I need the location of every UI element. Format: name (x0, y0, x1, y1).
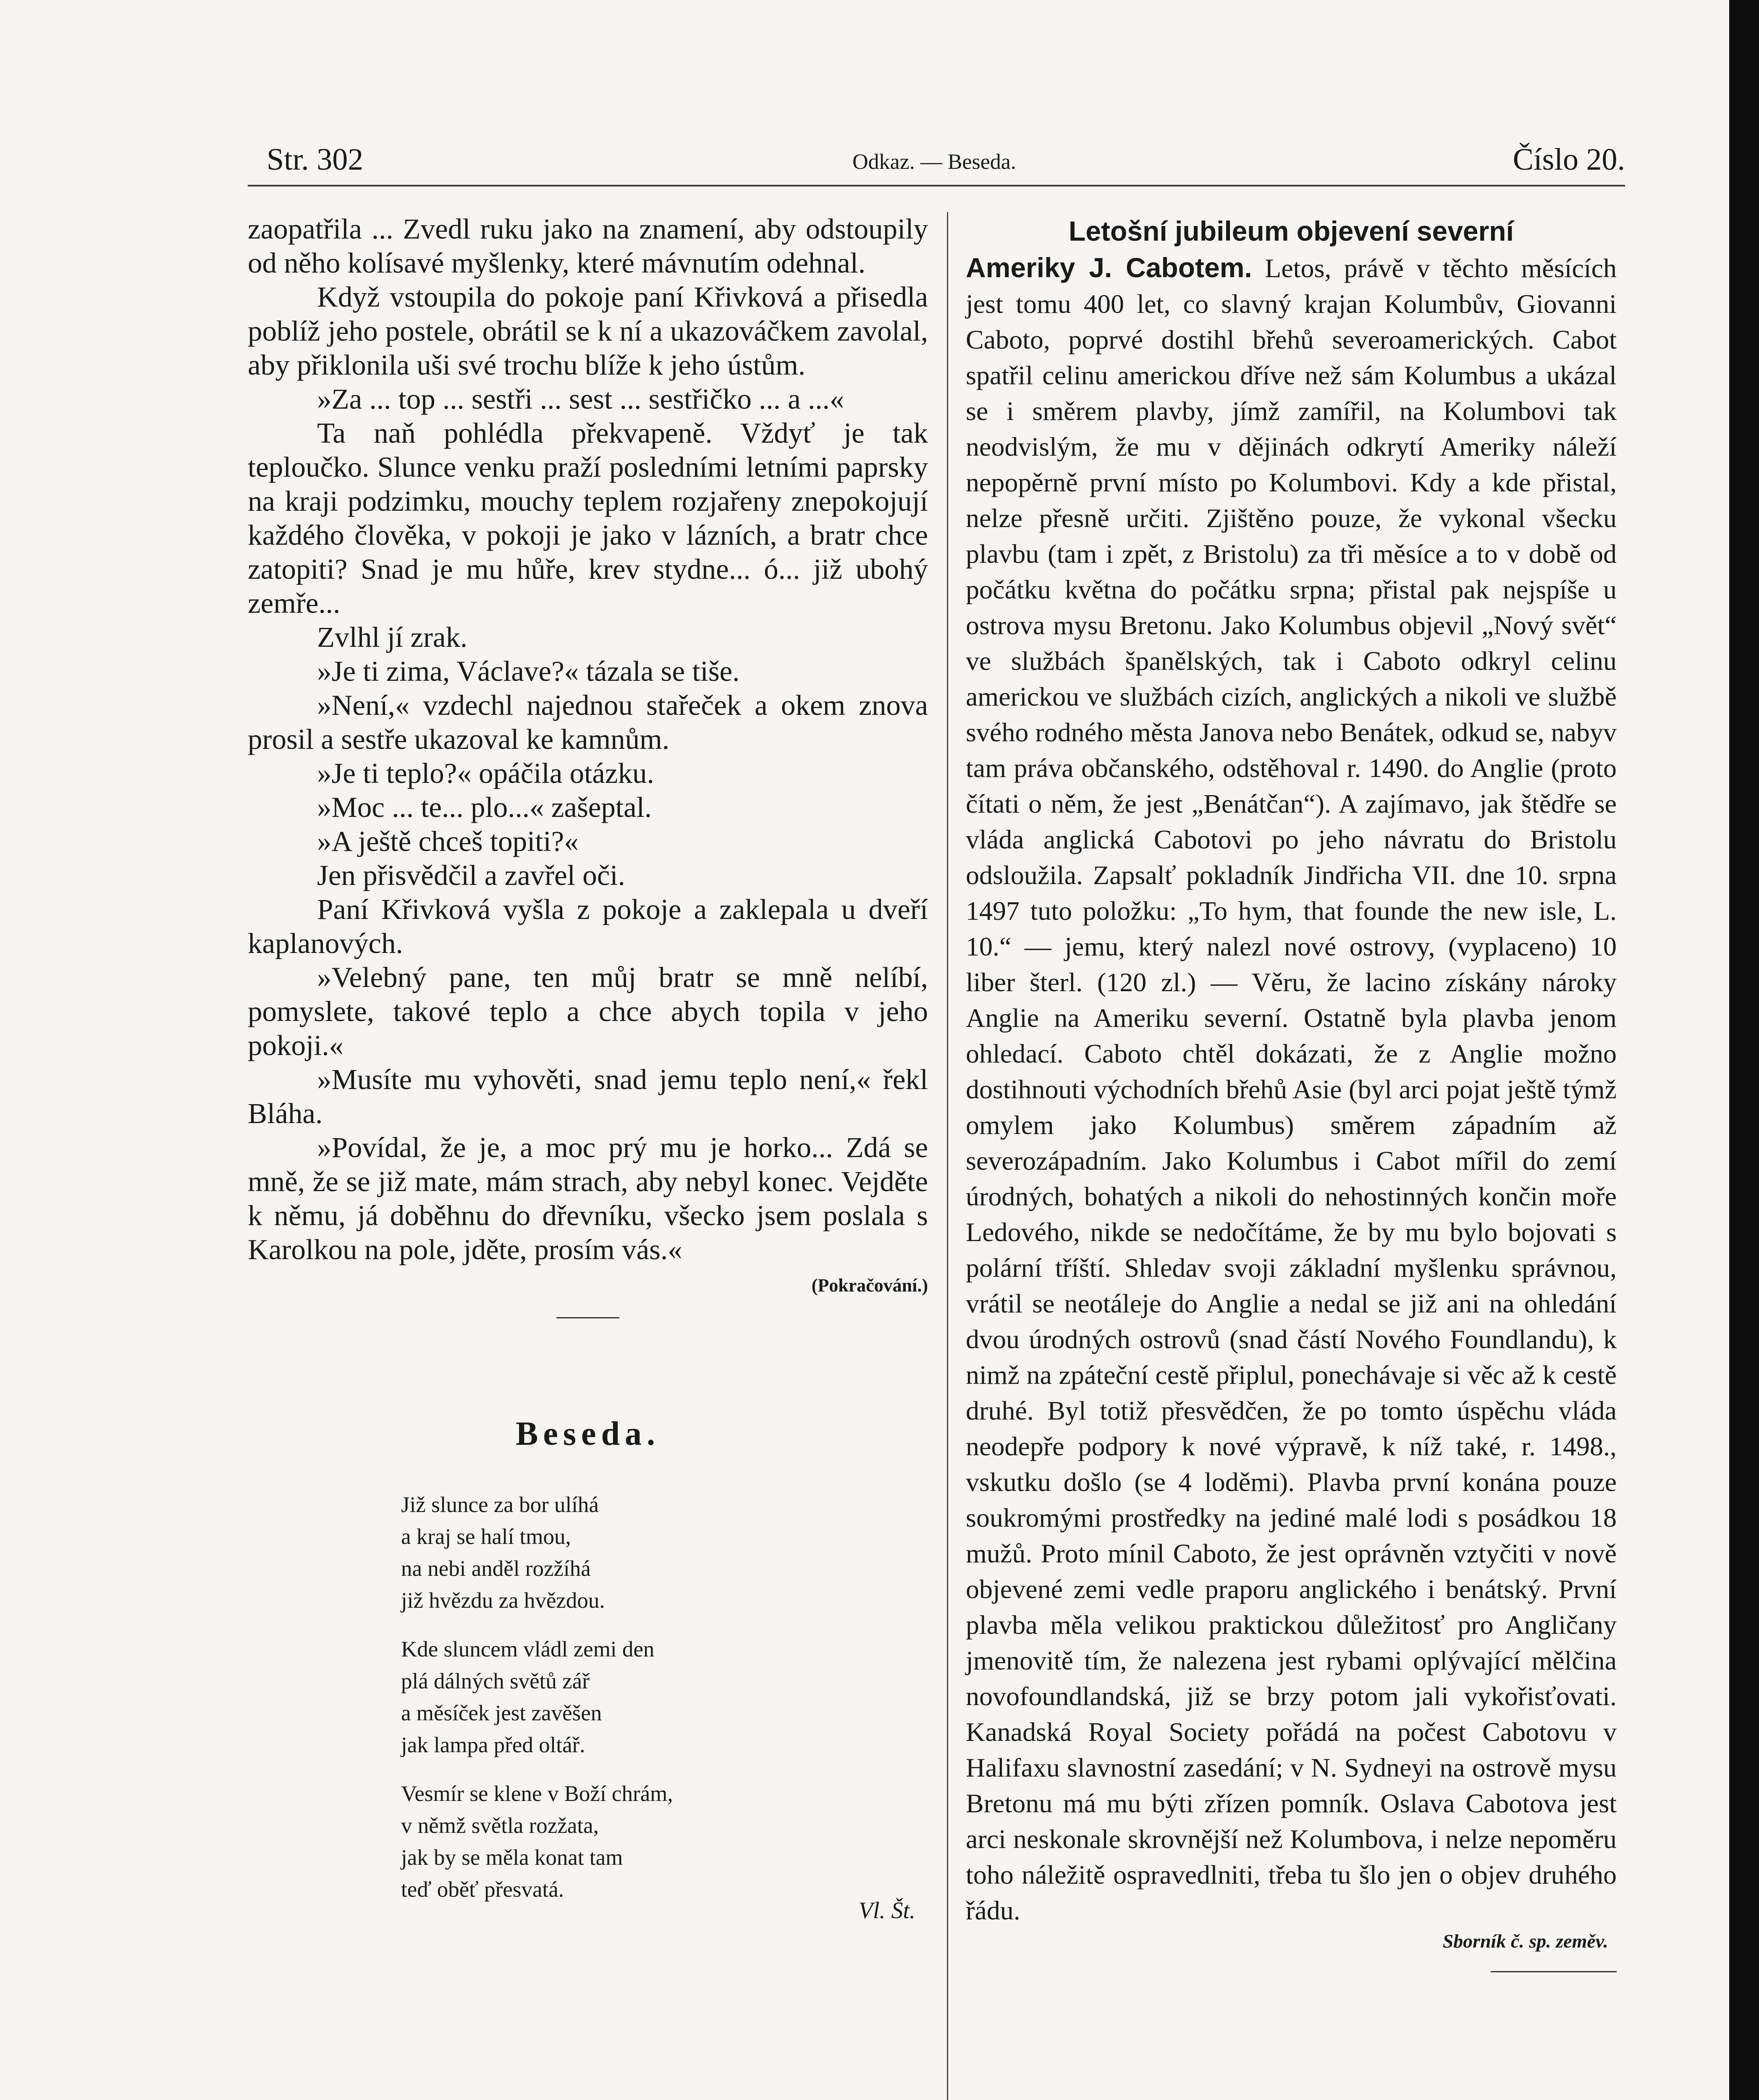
story-paragraph: Ta naň pohlédla překvapeně. Vždyť je tak teploučko. Slunce venku praží posledními letními paprsky na kraji podzimku, mouchy teplem rozjařeny znepokojují každého člověka, v pokoji je jako v lázních, a bratr chce zatopiti? Snad je mu hůře, krev stydne... ó... již ubohý zemře... (248, 417, 928, 619)
article-body (966, 250, 1617, 1928)
header-rule (248, 185, 1625, 186)
story-paragraph: zaopatřila ... Zvedl ruku jako na znamení, aby odstoupily od něho kolísavé myšlenky, které mávnutím odehnal. (248, 213, 928, 279)
story-paragraph: Když vstoupila do pokoje paní Křivková a přisedla poblíž jeho postele, obrátil se k ní a ukazováčkem zavolal, aby přiklonila uši své trochu blíže k jeho ústům. (248, 281, 928, 381)
story-paragraph: Jen přisvědčil a zavřel oči. (317, 859, 625, 891)
running-title: Odkaz. — Beseda. (852, 150, 1016, 174)
poem-line: jak lampa před oltář. (401, 1733, 585, 1757)
poem-line: plá dálných světů zář (401, 1669, 590, 1693)
end-rule (1491, 1971, 1617, 1972)
right-column (966, 212, 1617, 1972)
article-source: Sborník č. sp. zeměv. (1442, 1930, 1608, 1952)
story-paragraph: »Povídal, že je, a moc prý mu je horko... Zdá se mně, že se již mate, mám strach, aby nebyl konec. Vejděte k němu, já doběhnu do dřevníku, všecko jsem poslala s Karolkou na pole, jděte, prosím vás.« (248, 1131, 928, 1265)
poem-line: a měsíček jest zavěšen (401, 1701, 602, 1725)
poem-line: Vesmír se klene v Boží chrám, (401, 1782, 673, 1806)
scan-edge-shadow (1729, 0, 1759, 2100)
beseda-heading: Beseda. (516, 1415, 660, 1452)
poem-line: Již slunce za bor ulíhá (401, 1493, 599, 1517)
column-divider (947, 212, 948, 2100)
section-rule (556, 1317, 619, 1318)
story-paragraph: »Je ti teplo?« opáčila otázku. (317, 757, 654, 789)
poem-stanza (401, 1778, 928, 1906)
issue-number: Číslo 20. (1513, 142, 1625, 177)
poem-signature: Vl. Št. (858, 1898, 915, 1924)
story-paragraph: »Není,« vzdechl najednou stařeček a okem znova prosil a sestře ukazoval ke kamnům. (248, 689, 928, 755)
poem-line: již hvězdu za hvězdou. (401, 1588, 605, 1613)
article-text: Letos, právě v těchto měsících jest tomu 400 let, co slavný krajan Kolumbův, Giovanni Caboto, poprvé dostihl břehů severoamerických. Cabot spatřil celinu americkou dříve než sám Kolumbus a ukázal se i směrem plavby, jímž zamířil, na Kolumbovi tak neodvislým, že mu v dějinách odkrytí Ameriky náleží nepopěrně první místo po Kolumbovi. Kdy a kde přistal, nelze přesně určiti. Zjištěno pouze, že vykonal všecku plavbu (tam i zpět, z Bristolu) za tři měsíce a to v době od počátku května do počátku srpna; přistal pak nejspíše u ostrova mysu Bretonu. Jako Kolumbus objevil „Nový svět“ ve službách španělských, tak i Caboto odkryl celinu americkou ve službách cizích, anglických a nikoli ve službě svého rodného města Janova nebo Benátek, odkud se, nabyv tam práva občanského, odstěhoval r. 1490. do Anglie (proto čítati o něm, že jest „Benátčan“). A zajímavo, jak štědře se vláda anglická Cabotovi po jeho návratu do Bristolu odsloužila. Zapsalť pokladník Jindřicha VII. dne 10. srpna 1497 tuto položku: „To hym, that founde the new isle, L. 10.“ — jemu, který nalezl nové ostrovy, (vyplaceno) 10 liber šterl. (120 zl.) — Věru, že lacino získány nároky Anglie na Ameriku severní. Ostatně byla plavba jenom ohledací. Caboto chtěl dokázati, že z Anglie možno dostihnouti východních břehů Asie (byl arci pojat ještě týmž omylem jako Kolumbus) směrem západním až severozápadním. Jako Kolumbus i Cabot mířil do zemí úrodných, bohatých a nikoli do nehostinných končin moře Ledového, nikde se nedočítáme, že by mu bylo bojovati s polární tříští. Shledav svoji základní myšlenku správnou, vrátil se neotáleje do Anglie a nedal se již ani na ohledání dvou úrodných ostrovů (snad částí Nového Foundlandu), k nimž na zpáteční cestě připlul, ponechávaje si věc až k cestě druhé. Byl totiž přesvědčen, že po tomto úspěchu vláda neodepře podpory k nové výpravě, k níž také, r. 1498., vskutku došlo (se 4 loděmi). Plavba první konána pouze soukromými prostředky na jediné malé lodi s posádkou 18 mužů. Proto mínil Caboto, že jest oprávněn vztyčiti v nově objevené zemi vedle praporu anglického i benátský. První plavba měla velikou praktickou důležitosť pro Angličany jmenovitě tím, že nalezena jest rybami oplývající mělčina novofoundlandská, již se brzy potom jali vykořisťovati. Kanadská Royal Society pořádá na počest Cabotovu v Halifaxu slavnostní zasedání; v N. Sydneyi na ostrově mysu Bretonu má mu býti zřízen pomník. Oslava Cabotova jest arci neskonale skrovnější než Kolumbova, i nelze nepoměru toho náležitě ospravedlniti, třeba tu šlo jen o objev druhého řádu. (966, 253, 1617, 1925)
poem-line: na nebi anděl rozžíhá (401, 1557, 591, 1581)
poem-line: Kde sluncem vládl zemi den (401, 1637, 655, 1662)
poem (401, 1489, 928, 1924)
poem-line: a kraj se halí tmou, (401, 1525, 571, 1549)
story-paragraph: »Musíte mu vyhověti, snad jemu teplo není,« řekl Bláha. (248, 1063, 928, 1129)
page-header (248, 135, 1625, 181)
continued-note: (Pokračování.) (811, 1275, 928, 1296)
left-column (248, 212, 928, 1924)
story-paragraph: »Je ti zima, Václave?« tázala se tiše. (317, 655, 740, 687)
poem-line: v němž světla rozžata, (401, 1814, 599, 1838)
poem-line: jak by se měla konat tam (401, 1845, 623, 1870)
story-paragraph: Zvlhl jí zrak. (317, 621, 468, 653)
poem-stanza (401, 1489, 928, 1617)
story-paragraph: »A ještě chceš topiti?« (317, 825, 579, 857)
page-number: Str. 302 (267, 142, 364, 177)
story-paragraph: »Za ... top ... sestři ... sest ... sestřičko ... a ...« (317, 383, 844, 415)
poem-stanza (401, 1633, 928, 1761)
story-paragraph: »Velebný pane, ten můj bratr se mně nelíbí, pomyslete, takové teplo a chce abych topila v jeho pokoji.« (248, 961, 928, 1061)
poem-line: teď oběť přesvatá. (401, 1877, 564, 1902)
article-title-continued: Ameriky J. Cabotem. (966, 252, 1252, 283)
article-title: Letošní jubileum objevení severní (1069, 215, 1514, 247)
story-paragraph: »Moc ... te... plo...« zašeptal. (317, 791, 652, 823)
story-paragraph: Paní Křivková vyšla z pokoje a zaklepala u dveří kaplanových. (248, 893, 928, 959)
